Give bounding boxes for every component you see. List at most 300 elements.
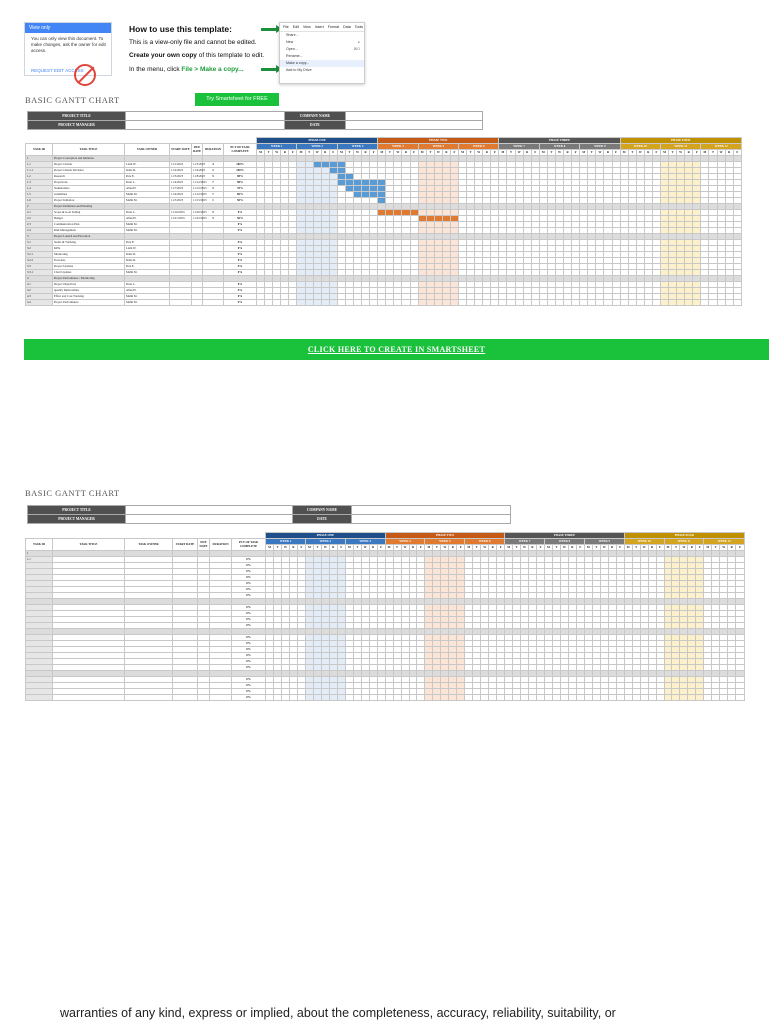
pct-complete[interactable]: 0% [232, 677, 266, 683]
gantt-day-cell[interactable] [369, 695, 377, 701]
task-id[interactable]: 1.5 [26, 192, 53, 198]
task-id[interactable]: 3.3 [26, 264, 53, 270]
task-owner[interactable]: Peter L. [125, 210, 170, 216]
task-title[interactable]: Project Launch and Execution [53, 234, 125, 240]
gantt-day-cell[interactable] [467, 300, 475, 306]
duration[interactable]: 5 [203, 216, 224, 222]
gantt-day-cell[interactable] [660, 300, 668, 306]
task-owner[interactable]: Mahli M. [125, 228, 170, 234]
duration[interactable]: 5 [203, 186, 224, 192]
menu-item[interactable] [280, 46, 364, 53]
task-owner[interactable]: Peter L. [125, 180, 170, 186]
start-date[interactable]: 11/2/2023 [170, 168, 192, 174]
gantt-day-cell[interactable] [728, 695, 736, 701]
gantt-day-cell[interactable] [640, 695, 648, 701]
menu-bar-item[interactable]: File [283, 25, 289, 29]
gantt-day-cell[interactable] [442, 300, 450, 306]
gantt-day-cell[interactable] [537, 695, 545, 701]
gantt-day-cell[interactable] [636, 300, 644, 306]
gantt-day-cell[interactable] [465, 695, 473, 701]
duration[interactable]: 5 [203, 210, 224, 216]
pct-complete[interactable]: 50% [224, 198, 257, 204]
gantt-day-cell[interactable] [337, 300, 345, 306]
gantt-day-cell[interactable] [313, 300, 321, 306]
start-date[interactable] [170, 300, 192, 306]
gantt-day-cell[interactable] [704, 695, 712, 701]
gantt-day-cell[interactable] [669, 300, 677, 306]
gantt-day-cell[interactable] [620, 300, 628, 306]
gantt-day-cell[interactable] [616, 695, 624, 701]
gantt-day-cell[interactable] [513, 695, 521, 701]
gantt-day-cell[interactable] [386, 300, 394, 306]
gantt-day-cell[interactable] [544, 695, 552, 701]
gantt-day-cell[interactable] [433, 695, 441, 701]
duration[interactable] [203, 300, 224, 306]
task-title[interactable]: Project Objectives [53, 282, 125, 288]
task-owner[interactable]: Kalie R. [125, 168, 170, 174]
pct-complete[interactable]: 0% [232, 623, 266, 629]
task-id[interactable]: 1 [26, 156, 53, 162]
gantt-day-cell[interactable] [588, 300, 596, 306]
project-manager-field[interactable] [126, 121, 285, 130]
pct-complete[interactable]: 0% [232, 557, 266, 563]
gantt-day-cell[interactable] [345, 695, 353, 701]
menu-item[interactable] [280, 39, 364, 46]
pct-complete[interactable]: 100% [224, 162, 257, 168]
gantt-day-cell[interactable] [709, 300, 717, 306]
due-date[interactable]: 11/12/2023 [193, 186, 207, 190]
task-id[interactable]: 4.2 [26, 288, 53, 294]
task-id[interactable]: 1 [26, 551, 53, 557]
gantt-day-cell[interactable] [624, 695, 632, 701]
duration[interactable]: 1 [203, 198, 224, 204]
gantt-day-cell[interactable] [652, 300, 660, 306]
gantt-day-cell[interactable] [257, 300, 265, 306]
chart-1-title: BASIC GANTT CHART [25, 95, 120, 105]
gantt-day-cell[interactable] [417, 695, 425, 701]
menu-item[interactable] [280, 67, 364, 74]
task-owner[interactable]: Kalie R. [125, 258, 170, 264]
task-id[interactable]: 1.1 [26, 162, 53, 168]
gantt-day-cell[interactable] [632, 695, 640, 701]
start-date[interactable]: 11/16/2023 [170, 210, 192, 216]
gantt-day-cell[interactable] [592, 695, 600, 701]
task-id[interactable]: 1.6 [26, 198, 53, 204]
task-owner[interactable]: Allen H. [125, 216, 170, 222]
gantt-day-cell[interactable] [656, 695, 664, 701]
gantt-day-cell[interactable] [425, 695, 433, 701]
task-id[interactable]: 2.1 [26, 210, 53, 216]
pct-complete[interactable]: 0% [232, 575, 266, 581]
gantt-day-cell[interactable] [402, 300, 410, 306]
menu-item-label: Share... [286, 33, 299, 37]
due-date[interactable]: 11/20/2023 [193, 210, 207, 214]
pct-complete[interactable]: 100% [224, 168, 257, 174]
gantt-day-cell[interactable] [552, 695, 560, 701]
duration[interactable] [210, 695, 232, 701]
pct-complete[interactable]: 60% [224, 192, 257, 198]
pct-complete[interactable]: 0% [224, 270, 257, 276]
gantt-day-cell[interactable] [370, 300, 378, 306]
date-field[interactable] [345, 121, 482, 130]
create-in-smartsheet-link[interactable]: CLICK HERE TO CREATE IN SMARTSHEET [307, 345, 486, 354]
gantt-day-cell[interactable] [604, 300, 612, 306]
due-date[interactable]: 11/12/2023 [193, 180, 207, 184]
gantt-day-cell[interactable] [274, 695, 282, 701]
task-title[interactable]: Project Initiation [53, 198, 125, 204]
task-owner[interactable]: Liam W. [125, 162, 170, 168]
gantt-day-cell[interactable] [576, 695, 584, 701]
pct-complete[interactable]: 0% [224, 294, 257, 300]
gantt-day-cell[interactable] [321, 695, 329, 701]
task-title[interactable]: Status & Tracking [53, 240, 125, 246]
task-owner[interactable] [125, 695, 173, 701]
task-id[interactable]: 3.2 [26, 246, 53, 252]
pct-complete[interactable]: 0% [232, 617, 266, 623]
gantt-day-cell[interactable] [289, 695, 297, 701]
task-title[interactable]: Project Conception and Initiation [53, 156, 125, 162]
gantt-day-cell[interactable] [266, 695, 274, 701]
menu-bar-item[interactable]: Insert [314, 25, 324, 29]
task-title[interactable]: Project Charter Revision [53, 168, 125, 174]
menu-item[interactable] [280, 60, 364, 67]
due-date[interactable]: 11/4/2023 [193, 168, 206, 172]
gantt-day-cell[interactable] [628, 300, 636, 306]
task-owner[interactable]: Mahli M. [125, 300, 170, 306]
company-name-field[interactable] [351, 506, 510, 515]
due-date[interactable]: 11/15/2023 [193, 198, 207, 202]
menu-item[interactable] [280, 53, 364, 60]
gantt-day-cell[interactable] [560, 695, 568, 701]
gantt-day-cell[interactable] [725, 300, 733, 306]
task-id[interactable]: 2.2 [26, 216, 53, 222]
task-title[interactable]: Research [53, 174, 125, 180]
start-date[interactable]: 11/5/2023 [170, 198, 192, 204]
task-title[interactable]: Project Performance / Monitoring [53, 276, 125, 282]
gantt-day-cell[interactable] [612, 300, 620, 306]
pct-complete[interactable]: 0% [224, 300, 257, 306]
pct-complete[interactable]: 0% [224, 282, 257, 288]
gantt-day-cell[interactable] [361, 695, 369, 701]
gantt-day-cell[interactable] [273, 300, 281, 306]
task-title[interactable]: Stakeholders [53, 186, 125, 192]
task-owner[interactable]: Mahli M. [125, 294, 170, 300]
request-access-link[interactable]: REQUEST EDIT ACCESS [31, 68, 84, 73]
gantt-day-cell[interactable] [564, 300, 572, 306]
gantt-day-cell[interactable] [345, 300, 353, 306]
gantt-day-cell[interactable] [329, 300, 337, 306]
gantt-day-cell[interactable] [664, 695, 672, 701]
task-id[interactable]: 3.3.1 [26, 270, 53, 276]
task-title[interactable]: Quality Deliverables [53, 288, 125, 294]
gantt-day-cell[interactable] [473, 695, 481, 701]
gantt-day-cell[interactable] [701, 300, 709, 306]
gantt-day-cell[interactable] [393, 695, 401, 701]
week-header: WEEK 2 [305, 539, 345, 545]
task-owner[interactable]: Allen H. [125, 186, 170, 192]
task-id[interactable]: 4.1 [26, 282, 53, 288]
gantt-day-cell[interactable] [572, 300, 580, 306]
gantt-day-cell[interactable] [648, 695, 656, 701]
task-title[interactable]: Project Definition and Planning [53, 204, 125, 210]
pct-complete[interactable]: 0% [232, 635, 266, 641]
gantt-day-cell[interactable] [685, 300, 693, 306]
duration[interactable]: 2 [203, 168, 224, 174]
task-id[interactable]: 1.4 [26, 186, 53, 192]
try-smartsheet-button[interactable]: Try Smartsheet for FREE [195, 93, 279, 106]
gantt-day-cell[interactable] [515, 300, 523, 306]
gantt-day-cell[interactable] [459, 300, 467, 306]
due-date[interactable]: 11/8/2023 [193, 174, 206, 178]
task-id[interactable]: 4.4 [26, 300, 53, 306]
task-id[interactable]: 1.1 [26, 557, 53, 563]
gantt-day-cell[interactable] [736, 695, 745, 701]
task-title[interactable]: Project Performance [53, 300, 125, 306]
task-title[interactable]: Project Updates [53, 264, 125, 270]
task-owner[interactable]: Mahli M. [125, 222, 170, 228]
pct-complete[interactable]: 0% [224, 210, 257, 216]
pct-complete[interactable]: 0% [232, 665, 266, 671]
gantt-day-cell[interactable] [489, 695, 497, 701]
task-id[interactable]: 3.1 [26, 240, 53, 246]
duration[interactable]: 4 [203, 162, 224, 168]
start-date[interactable]: 11/1/2023 [170, 162, 192, 168]
gantt-day-cell[interactable] [481, 695, 489, 701]
pct-complete[interactable]: 0% [224, 222, 257, 228]
pct-complete[interactable]: 0% [224, 258, 257, 264]
gantt-day-cell[interactable] [523, 300, 531, 306]
task-owner[interactable]: Liam W. [125, 246, 170, 252]
pct-complete[interactable]: 0% [232, 683, 266, 689]
pct-complete[interactable]: 0% [232, 581, 266, 587]
company-name-field[interactable] [345, 112, 482, 121]
task-owner[interactable]: Pete E. [125, 174, 170, 180]
task-owner[interactable]: Allen H. [125, 288, 170, 294]
gantt-day-cell[interactable] [450, 300, 458, 306]
gantt-day-cell[interactable] [677, 300, 685, 306]
gantt-day-cell[interactable] [568, 695, 576, 701]
gantt-day-cell[interactable] [418, 300, 426, 306]
menu-bar-item[interactable]: Format [327, 25, 340, 29]
task-owner[interactable]: Peter L. [125, 282, 170, 288]
project-title-field[interactable] [126, 506, 293, 515]
menu-bar-item[interactable]: Data [343, 25, 351, 29]
menu-bar-item[interactable]: View [303, 25, 311, 29]
pct-complete[interactable]: 0% [224, 240, 257, 246]
project-title-field[interactable] [126, 112, 285, 121]
gantt-day-cell[interactable] [696, 695, 704, 701]
gantt-day-cell[interactable] [717, 300, 725, 306]
due-date[interactable]: 11/5/2023 [193, 162, 206, 166]
gantt-day-cell[interactable] [434, 300, 442, 306]
pct-complete[interactable]: 98% [224, 180, 257, 186]
task-owner[interactable]: Mahli M. [125, 270, 170, 276]
task-id[interactable]: 3.2.1 [26, 252, 53, 258]
gantt-day-cell[interactable] [672, 695, 680, 701]
task-title[interactable]: Monitoring [53, 252, 125, 258]
pct-complete[interactable]: 0% [232, 593, 266, 599]
pct-complete[interactable]: 0% [224, 252, 257, 258]
task-id[interactable]: 2 [26, 204, 53, 210]
gantt-day-cell[interactable] [409, 695, 417, 701]
gantt-day-cell[interactable] [483, 300, 491, 306]
task-title[interactable]: Communication Plan [53, 222, 125, 228]
task-title[interactable]: Risk Management [53, 228, 125, 234]
task-id[interactable]: 3 [26, 234, 53, 240]
gantt-day-cell[interactable] [329, 695, 337, 701]
gantt-day-cell[interactable] [353, 695, 361, 701]
gantt-day-cell[interactable] [394, 300, 402, 306]
gantt-day-cell[interactable] [313, 695, 321, 701]
gantt-day-cell[interactable] [531, 300, 539, 306]
gantt-day-cell[interactable] [505, 695, 513, 701]
gantt-day-cell[interactable] [297, 300, 305, 306]
menu-bar-item[interactable]: Edit [292, 25, 299, 29]
start-date[interactable]: 11/4/2023 [170, 180, 192, 186]
gantt-day-cell[interactable] [410, 300, 418, 306]
start-date[interactable]: 11/21/2023 [170, 216, 192, 222]
gantt-day-cell[interactable] [521, 695, 529, 701]
gantt-day-cell[interactable] [555, 300, 563, 306]
gantt-day-cell[interactable] [441, 695, 449, 701]
gantt-day-cell[interactable] [289, 300, 297, 306]
menu-item[interactable] [280, 32, 364, 39]
pct-complete[interactable]: 0% [232, 563, 266, 569]
pct-complete[interactable]: 70% [224, 186, 257, 192]
pct-complete[interactable]: 0% [224, 228, 257, 234]
gantt-day-cell[interactable] [680, 695, 688, 701]
task-title[interactable] [53, 695, 125, 701]
gantt-day-cell[interactable] [644, 300, 652, 306]
gantt-day-cell[interactable] [720, 695, 728, 701]
gantt-day-cell[interactable] [491, 300, 499, 306]
task-title[interactable]: KPIs [53, 246, 125, 252]
gantt-day-cell[interactable] [596, 300, 604, 306]
task-id[interactable]: 4.3 [26, 294, 53, 300]
gantt-day-cell[interactable] [378, 300, 386, 306]
task-id[interactable]: 1.2 [26, 174, 53, 180]
due-date[interactable]: 11/25/2023 [193, 216, 207, 220]
gantt-day-cell[interactable] [733, 300, 741, 306]
gantt-day-cell[interactable] [584, 695, 592, 701]
due-date[interactable] [192, 300, 203, 306]
pct-complete[interactable]: 98% [224, 174, 257, 180]
pct-complete[interactable]: 50% [224, 216, 257, 222]
task-title[interactable]: Guidelines [53, 192, 125, 198]
gantt-day-cell[interactable] [529, 695, 537, 701]
task-title[interactable]: Budget [53, 216, 125, 222]
gantt-day-cell[interactable] [426, 300, 434, 306]
duration[interactable]: 5 [203, 174, 224, 180]
start-date[interactable]: 11/7/2023 [170, 186, 192, 192]
gantt-day-cell[interactable] [499, 300, 507, 306]
gantt-day-cell[interactable] [475, 300, 483, 306]
gantt-day-cell[interactable] [547, 300, 555, 306]
task-id[interactable]: 4 [26, 276, 53, 282]
date-field[interactable] [351, 515, 510, 524]
gantt-day-cell[interactable] [401, 695, 409, 701]
due-date[interactable] [198, 695, 210, 701]
task-id[interactable]: 2.4 [26, 228, 53, 234]
task-title[interactable]: Effort and Cost Tracking [53, 294, 125, 300]
gantt-day-cell[interactable] [712, 695, 720, 701]
task-title[interactable]: Forecasts [53, 258, 125, 264]
start-date[interactable]: 11/4/2023 [170, 192, 192, 198]
task-owner[interactable]: Pete E. [125, 240, 170, 246]
task-id[interactable] [26, 695, 53, 701]
task-owner[interactable]: Pete E. [125, 264, 170, 270]
gantt-day-cell[interactable] [507, 300, 515, 306]
gantt-day-cell[interactable] [539, 300, 547, 306]
gantt-day-cell[interactable] [385, 695, 393, 701]
task-owner[interactable]: Mahli M. [125, 192, 170, 198]
task-id[interactable]: 2.3 [26, 222, 53, 228]
pct-complete[interactable]: 0% [232, 653, 266, 659]
task-title[interactable]: Project Charter [53, 162, 125, 168]
task-title[interactable]: Chart Updates [53, 270, 125, 276]
pct-complete[interactable]: 0% [232, 647, 266, 653]
gantt-day-cell[interactable] [580, 300, 588, 306]
gantt-day-cell[interactable] [362, 300, 370, 306]
day-header: W [596, 150, 604, 156]
duration[interactable]: 7 [203, 180, 224, 186]
start-date[interactable] [173, 695, 198, 701]
pct-complete[interactable]: 0% [232, 605, 266, 611]
gantt-day-cell[interactable] [265, 300, 273, 306]
task-title[interactable]: Projections [53, 180, 125, 186]
pct-complete[interactable]: 0% [224, 288, 257, 294]
gantt-day-cell[interactable] [688, 695, 696, 701]
gantt-day-cell[interactable] [321, 300, 329, 306]
project-manager-field[interactable] [126, 515, 293, 524]
task-title[interactable]: Scope & Goal Setting [53, 210, 125, 216]
gantt-day-cell[interactable] [337, 695, 345, 701]
pct-complete[interactable]: 0% [224, 246, 257, 252]
due-date[interactable]: 11/12/2023 [193, 192, 207, 196]
gantt-day-cell[interactable] [608, 695, 616, 701]
pct-complete[interactable]: 0% [232, 611, 266, 617]
gantt-day-cell[interactable] [297, 695, 305, 701]
gantt-day-cell[interactable] [449, 695, 457, 701]
pct-complete[interactable]: 0% [232, 569, 266, 575]
gantt-day-cell[interactable] [377, 695, 385, 701]
pct-complete[interactable]: 0% [232, 695, 266, 701]
gantt-day-cell[interactable] [693, 300, 701, 306]
start-date[interactable]: 11/3/2023 [170, 174, 192, 180]
pct-complete[interactable]: 0% [232, 689, 266, 695]
gantt-day-cell[interactable] [354, 300, 362, 306]
gantt-day-cell[interactable] [305, 695, 313, 701]
gantt-day-cell[interactable] [600, 695, 608, 701]
menu-bar-item[interactable]: Tools [354, 25, 364, 29]
gantt-day-cell[interactable] [497, 695, 505, 701]
gantt-day-cell[interactable] [305, 300, 313, 306]
gantt-day-cell[interactable] [457, 695, 465, 701]
gantt-day-cell[interactable] [282, 695, 290, 701]
duration[interactable]: 7 [203, 192, 224, 198]
pct-complete[interactable]: 0% [224, 264, 257, 270]
task-owner[interactable]: Mahli M. [125, 198, 170, 204]
task-id[interactable]: 1.1.1 [26, 168, 53, 174]
pct-complete[interactable]: 0% [232, 587, 266, 593]
task-id[interactable]: 1.3 [26, 180, 53, 186]
task-id[interactable]: 3.2.2 [26, 258, 53, 264]
gantt-day-cell[interactable] [281, 300, 289, 306]
pct-complete[interactable]: 0% [232, 659, 266, 665]
pct-complete[interactable]: 0% [232, 641, 266, 647]
task-owner[interactable]: Kalie R. [125, 252, 170, 258]
day-header: M [378, 150, 386, 156]
